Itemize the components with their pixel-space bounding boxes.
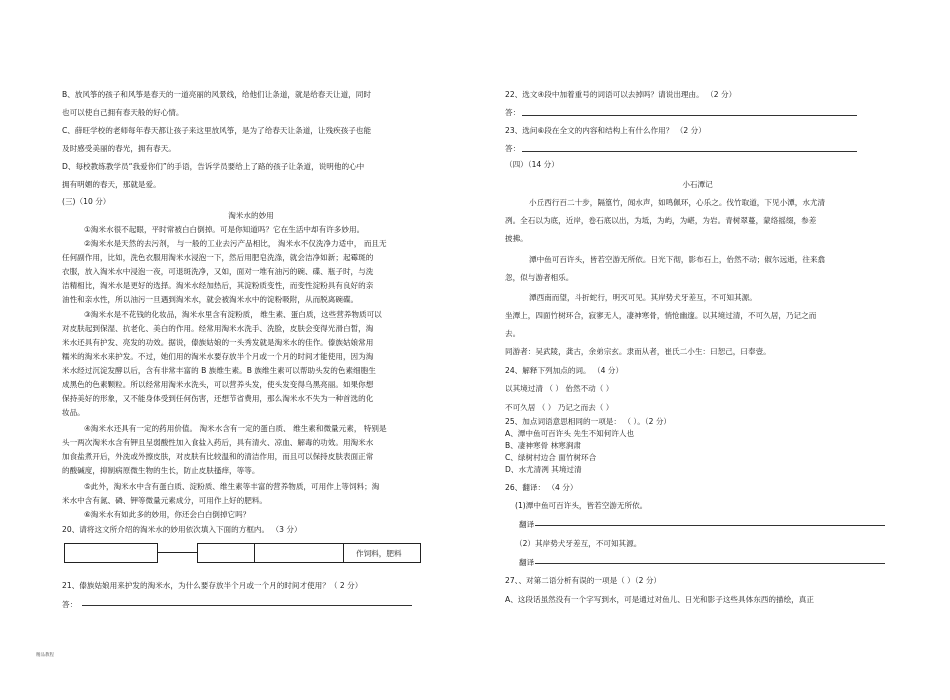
left-line: 油性和亲水性，所以油污一旦遇到淘米水，就会被淘米水中的淀粉吸附，从而脱离碗碟。 — [62, 295, 359, 304]
flow-box-1[interactable] — [64, 543, 158, 563]
left-line: (三)（10 分） — [62, 197, 111, 206]
left-line: 答： — [62, 600, 78, 609]
right-line: D、水尤清冽 其境过清 — [505, 465, 582, 474]
right-line: A、这段话虽然没有一个字写到水，可是通过对鱼儿、日光和影子这些具体东西的描绘，真正 — [505, 595, 814, 604]
right-line: 忽，似与游者相乐。 — [505, 273, 574, 282]
right-line: 答： — [505, 144, 521, 153]
right-line: 潭中鱼可百许头，皆若空游无所依。日光下彻，影布石上，佁然不动；俶尔远逝，往来翕 — [529, 255, 826, 264]
left-line: 米水还具有护发、亮发的功效。据说，傣族姑娘的一头秀发就是淘米水的佳作。傣族姑娘常用 — [62, 338, 374, 347]
right-line: 潭西南而望，斗折蛇行，明灭可见。其岸势犬牙差互，不可知其源。 — [529, 293, 757, 302]
right-line: 小丘西行百二十步，隔篁竹，闻水声，如鸣佩环，心乐之。伐竹取道，下见小潭，水尤清 — [529, 198, 826, 207]
right-line: 披拂。 — [505, 234, 528, 243]
right-line: (1)潭中鱼可百许头，皆若空游无所依。 — [515, 501, 648, 510]
left-line: 20、请将这文所介绍的淘米水的妙用依次填入下面的方框内。 （3 分） — [62, 525, 302, 534]
right-line: C、绿树村边合 面竹树环合 — [505, 453, 597, 462]
right-line: 坐潭上，四面竹树环合，寂寥无人，凄神寒骨，悄怆幽邃。以其境过清，不可久居，乃记之而 — [505, 311, 817, 320]
left-line: 也可以使自己拥有春天般的好心情。 — [62, 108, 184, 117]
left-line: 及时感受美丽的春光，拥有春天。 — [62, 144, 176, 153]
left-line: ②淘米水是天然的去污剂， 与一般的工业去污产品相比， 淘米水不仅洗净力适中， 而且无 — [84, 239, 387, 248]
right-line: 翻译 — [519, 558, 535, 567]
right-line: 以其境过清 （ ） 佁然不动（ ） — [505, 384, 614, 393]
left-line: ⑥淘米水有如此多的妙用，你还会白白倒掉它吗？ — [84, 510, 251, 519]
left-line: 21、傣族姑娘用来护发的淘米水，为什么要存放半个月或一个月的时间才使用？（ 2 分） — [62, 581, 363, 590]
left-line: 糯米的淘米水来护发。不过，她们用的淘米水要存放半个月或一个月的时间才能使用，因为淘 — [62, 352, 374, 361]
page-footer: 精品教程 — [36, 653, 54, 658]
left-line: C、薛旺学校的老师每年春天都让孩子来这里放风筝，是为了给春天让条道，让残疾孩子也能 — [62, 126, 372, 135]
left-line: 成黑色的色素颗粒。所以经常用淘米水洗头，可以营养头发，使头发变得乌黑亮丽。如果你想 — [62, 380, 374, 389]
right-line: （四）（14 分） — [505, 160, 559, 169]
right-line: （2）其岸势犬牙差互，不可知其源。 — [515, 539, 642, 548]
right-line: 不可久居 （ ） 乃记之而去（ ） — [505, 403, 614, 412]
left-line: 妆品。 — [62, 408, 85, 417]
right-line: A、潭中鱼可百许头 先生不知何许人也 — [505, 429, 635, 438]
left-line: 的酸碱度，抑制病原微生物的生长，防止皮肤搔痒，等等。 — [62, 466, 260, 475]
left-line: 淘米水的妙用 — [228, 211, 274, 220]
right-line: 答： — [505, 108, 521, 117]
answer-line-22[interactable] — [522, 115, 857, 116]
right-line: 26、翻译： （4 分） — [505, 483, 578, 492]
flow-connector-1 — [157, 552, 197, 553]
left-line: B、放风筝的孩子和风筝是春天的一道亮丽的风景线，给他们让条道，就是给春天让道，同时 — [62, 90, 371, 99]
left-line: ①淘米水很不起眼，平时常被白白倒掉。可是你知道吗？它在生活中却有许多妙用。 — [84, 225, 365, 234]
right-line: 24、解释下列加点的词。 （4 分） — [505, 366, 624, 375]
right-line: 23、选问⑥段在全文的内容和结构上有什么作用？ （2 分） — [505, 126, 706, 135]
left-line: D、每校教练教学员“我爱你们”的手语，告诉学员要给上了路的孩子让条道，说明他的心中 — [62, 162, 365, 171]
left-line: 米水中含有氮、磷、钾等微量元素成分，可用作上好的肥料。 — [62, 496, 268, 505]
left-line: 米水经过沉淀发酵以后，含有非常丰富的 B 族维生素。B 族维生素可以帮助头发的色素细胞生 — [62, 366, 376, 375]
left-line: ③淘米水是不花钱的化妆品，淘米水里含有淀粉质， 维生素、蛋白质，这些营养物质可以 — [84, 310, 382, 319]
translation-line-1[interactable] — [535, 525, 885, 526]
answer-line-21[interactable] — [82, 605, 412, 606]
right-line: 27、、对第二语分析有误的一项是（ ）（2 分） — [505, 576, 662, 585]
right-line: 翻译 — [519, 520, 535, 529]
left-line: 洁精相比，淘米水是更好的选择。淘米水经加热后，其淀粉质变性，而变性淀粉具有良好的亲 — [62, 281, 374, 290]
right-line: 去。 — [505, 329, 521, 338]
left-line: ⑤此外，淘米水中含有蛋白质、淀粉质、维生素等丰富的营养物质，可用作上等饲料；淘 — [84, 482, 380, 491]
left-line: 任何副作用，比如，洗色衣服用淘米水浸泡一下，然后用肥皂洗涤，就会洁净如新；起霉斑的 — [62, 253, 374, 262]
left-line: 衣服，放入淘米水中浸泡一夜，可退斑洗净，又如，面对一堆有油污的碗、碟、瓶子时，与洗 — [62, 267, 374, 276]
left-line: 保持美好的形象，又不能身体受到任何伤害，还想节省费用，那么淘米水不失为一种首选的化 — [62, 394, 374, 403]
right-line: 同游者：吴武陵，龚古，余弟宗玄。隶而从者，崔氏二小生：曰恕己，曰奉壹。 — [505, 347, 771, 356]
left-line: 头一两次淘米水含有钾且呈弱酸性加入食盐入药后，具有清火、凉血、解毒的功效。用淘米水 — [62, 438, 374, 447]
left-line: ④淘米水还具有一定的药用价值。 淘米水含有一定的蛋白质、 维生素和微量元素， 特别是 — [84, 424, 387, 433]
flow-box-3[interactable] — [254, 543, 344, 563]
left-line: 拥有明媚的春天，那就是爱。 — [62, 180, 161, 189]
flow-box-4-label: 作饲料，肥料 — [356, 549, 402, 558]
right-line: 22、选文④段中加着重号的词语可以去掉吗？请说出理由。 （2 分） — [505, 90, 737, 99]
flow-box-2[interactable] — [197, 543, 255, 563]
left-line: 加食盐煮开后，外洗或外擦皮肤，对皮肤有比较温和的清洁作用，而且可以保持皮肤表面正常 — [62, 452, 374, 461]
translation-line-2[interactable] — [535, 563, 885, 564]
right-line: 小石潭记 — [682, 180, 713, 189]
answer-line-23[interactable] — [522, 151, 857, 152]
right-line: B、凄神寒骨 林寒涧肃 — [505, 441, 581, 450]
right-line: 冽。全石以为底，近岸，卷石底以出，为坻，为屿，为嵁，为岩。青树翠蔓，蒙络摇缀，参差 — [505, 216, 817, 225]
right-line: 25、加点词语意思相同的一项是： （ ）。（2 分） — [505, 417, 672, 426]
left-line: 对皮肤起到保湿、抗老化、美白的作用。经常用淘米水洗手、洗脸，皮肤会变得光滑白皙，淘 — [62, 324, 374, 333]
